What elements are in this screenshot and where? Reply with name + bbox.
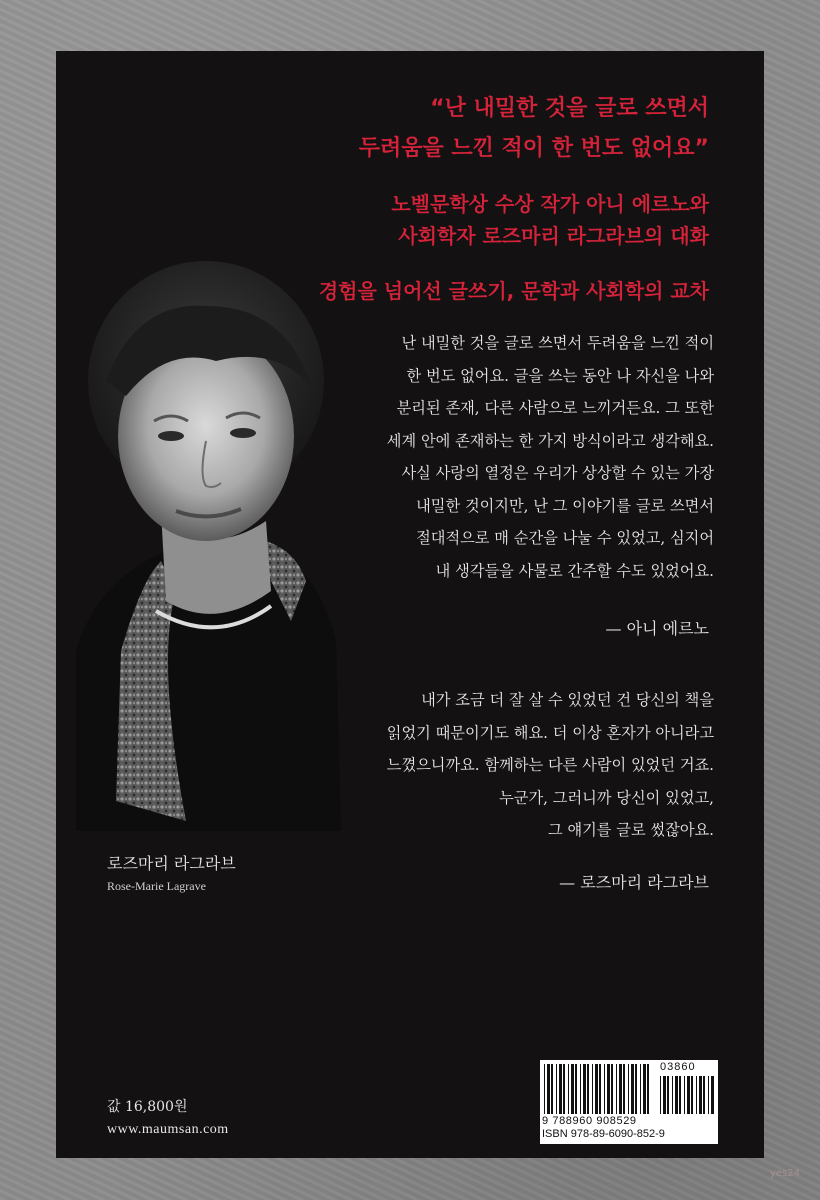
barcode-bar — [696, 1076, 697, 1114]
excerpt-line: 절대적으로 매 순간을 나눌 수 있었고, 심지어 — [416, 529, 714, 547]
author-portrait-photo — [56, 261, 346, 831]
isbn-barcode — [540, 1060, 718, 1144]
barcode-bar — [580, 1064, 581, 1114]
barcode-bar — [708, 1076, 709, 1114]
watermark-mark: yes24 — [770, 1168, 801, 1179]
photo-caption-english: Rose-Marie Lagrave — [107, 879, 206, 893]
excerpt-line: 읽었기 때문이기도 해요. 더 이상 혼자가 아니라고 — [386, 723, 714, 742]
barcode-bar — [663, 1076, 666, 1114]
excerpt-line: 내가 조금 더 잘 살 수 있었던 건 당신의 책을 — [421, 691, 714, 709]
barcode-bar — [631, 1064, 634, 1114]
barcode-bar — [556, 1064, 557, 1114]
barcode-bar — [571, 1064, 574, 1114]
barcode-bar — [551, 1064, 553, 1114]
subtitle-line-3: 경험을 넘어선 글쓰기, 문학과 사회학의 교차 — [318, 279, 709, 303]
barcode-bar — [647, 1064, 649, 1114]
barcode-bar — [563, 1064, 565, 1114]
headline-quote-line-1: “난 내밀한 것을 글로 쓰면서 — [430, 96, 709, 121]
excerpt-line: 그 얘기를 글로 썼잖아요. — [547, 821, 714, 839]
barcode-bar — [699, 1076, 702, 1114]
excerpt-line: 분리된 존재, 다른 사람으로 느끼거든요. 그 또한 — [396, 399, 714, 417]
barcode-bar — [592, 1064, 593, 1114]
attribution-ernaux: — 아니 에르노 — [605, 619, 709, 638]
barcode-bar — [547, 1064, 550, 1114]
barcode-bar — [544, 1064, 545, 1114]
book-back-cover — [56, 51, 764, 1158]
barcode-bar — [587, 1064, 589, 1114]
barcode-bar — [703, 1076, 705, 1114]
barcode-bar — [616, 1064, 617, 1114]
excerpt-line: 내밀한 것이지만, 난 그 이야기를 글로 쓰면서 — [416, 496, 714, 515]
photo-caption-korean: 로즈마리 라그라브 — [107, 854, 236, 873]
excerpt-line: 사실 사랑의 열정은 우리가 상상할 수 있는 가장 — [401, 464, 714, 482]
isbn-number: ISBN 978-89-6090-852-9 — [542, 1128, 665, 1140]
barcode-bar — [623, 1064, 625, 1114]
excerpt-line: 느꼈으니까요. 함께하는 다른 사람이 있었던 거죠. — [386, 756, 714, 774]
publisher-website: www.maumsan.com — [107, 1122, 229, 1137]
barcode-bar — [559, 1064, 562, 1114]
barcode-bar — [607, 1064, 610, 1114]
barcode-bar — [583, 1064, 586, 1114]
barcode-bar — [611, 1064, 613, 1114]
headline-quote-line-2: 두려움을 느낀 적이 한 번도 없어요” — [358, 136, 709, 161]
barcode-bar — [687, 1076, 690, 1114]
barcode-bar — [619, 1064, 622, 1114]
barcode-bar — [599, 1064, 601, 1114]
price-label: 값 16,800원 — [107, 1099, 188, 1115]
barcode-bar — [711, 1076, 714, 1114]
excerpt-line: 한 번도 없어요. 글을 쓰는 동안 나 자신을 나와 — [406, 366, 714, 385]
barcode-bar — [675, 1076, 678, 1114]
attribution-lagrave: — 로즈마리 라그라브 — [559, 873, 709, 892]
barcode-bar — [643, 1064, 646, 1114]
excerpt-line: 누군가, 그러니까 당신이 있었고, — [499, 788, 714, 807]
barcode-bar — [667, 1076, 669, 1114]
barcode-bar — [684, 1076, 685, 1114]
barcode-bar — [568, 1064, 569, 1114]
barcode-bar — [628, 1064, 629, 1114]
excerpt-ernaux — [387, 327, 714, 587]
barcode-bar — [672, 1076, 673, 1114]
barcode-bar — [679, 1076, 681, 1114]
subtitle-line-1: 노벨문학상 수상 작가 아니 에르노와 — [391, 192, 709, 216]
barcode-bar — [660, 1076, 661, 1114]
barcode-bar — [604, 1064, 605, 1114]
barcode-bar — [691, 1076, 693, 1114]
barcode-bar — [575, 1064, 577, 1114]
barcode-bar — [640, 1064, 641, 1114]
barcode-bar — [635, 1064, 637, 1114]
barcode-addon-number: 03860 — [660, 1061, 696, 1073]
excerpt-line: 난 내밀한 것을 글로 쓰면서 두려움을 느낀 적이 — [401, 334, 714, 352]
barcode-ean-number: 9 788960 908529 — [542, 1115, 637, 1127]
subtitle-line-2: 사회학자 로즈마리 라그라브의 대화 — [398, 224, 709, 248]
barcode-bar — [595, 1064, 598, 1114]
excerpt-line: 세계 안에 존재하는 한 가지 방식이라고 생각해요. — [386, 431, 714, 450]
excerpt-line: 내 생각들을 사물로 간주할 수도 있었어요. — [435, 561, 714, 580]
excerpt-lagrave — [387, 684, 714, 847]
